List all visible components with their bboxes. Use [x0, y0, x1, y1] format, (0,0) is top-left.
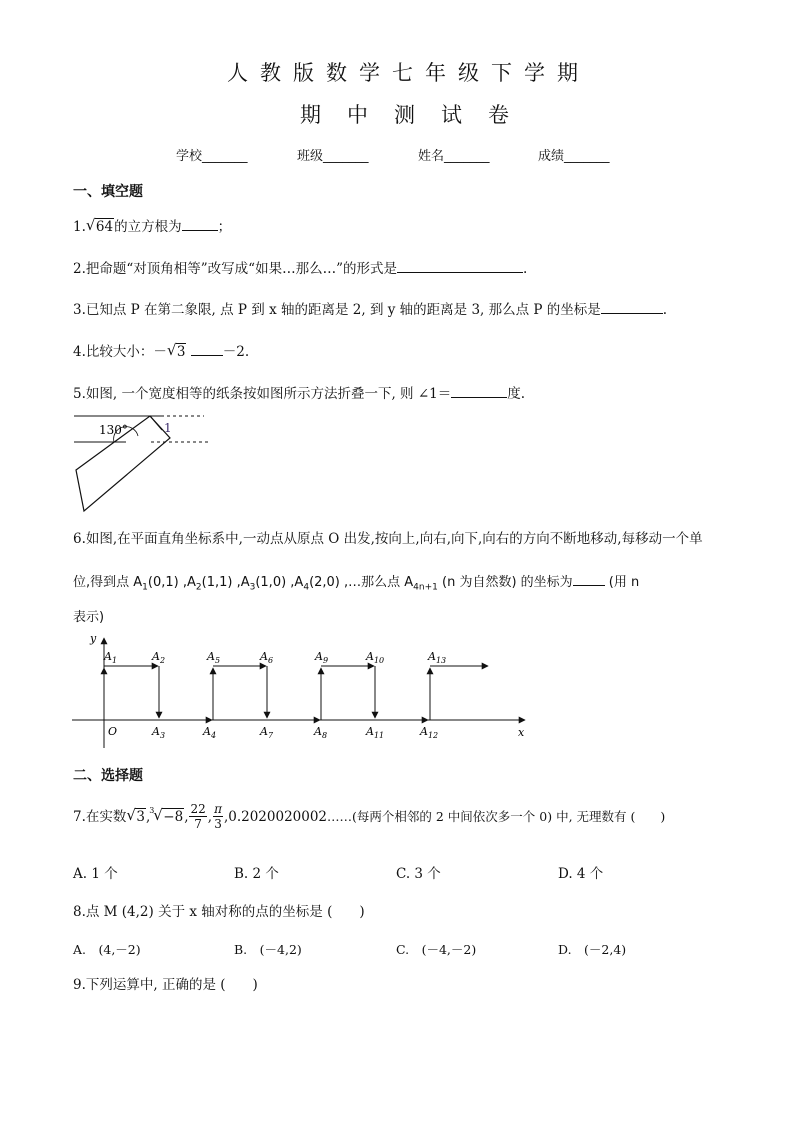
q7-option-b[interactable]: B. 2 个 — [234, 866, 279, 882]
question-2: 2.把命题“对顶角相等”改写成“如果…那么…”的形式是 . — [73, 258, 527, 279]
point-label-top-4: $A_9$ — [315, 650, 329, 665]
q8-option-d[interactable]: D. (－2,4) — [558, 942, 627, 957]
section-title-fill-blank: 一、填空题 — [73, 184, 143, 200]
question-8: 8.点 M (4,2) 关于 x 轴对称的点的坐标是 ( ) — [73, 904, 365, 920]
q5-angle-label: 130° — [99, 423, 128, 437]
section-title-choice: 二、选择题 — [73, 768, 143, 784]
question-6-line2: 位,得到点 $A_1(0,1)$ $,A_2(1,1)$ $,A_3(1,0)$ $,A_4(2,0)$ ,…那么点 $A_{4n+1}$ (n 为自然数) 的坐标为 (用 n — [73, 571, 639, 598]
q2-text: 2.把命题“对顶角相等”改写成“如果…那么…”的形式是 — [73, 261, 397, 277]
class-field: 班级_______ — [297, 149, 369, 164]
question-6-line1: 6.如图,在平面直角坐标系中,一动点从原点 O 出发,按向上,向右,向下,向右的方向不断地移动,每移动一个单 — [73, 531, 703, 547]
q6-blank — [573, 571, 605, 586]
q6-coordinate-figure — [70, 632, 530, 752]
q4-blank — [191, 341, 223, 356]
q5-angle1-label: 1 — [164, 421, 172, 435]
q5-blank — [451, 383, 507, 398]
school-field: 学校_______ — [176, 149, 248, 164]
point-label-bottom-0: $A_3$ — [152, 725, 166, 740]
q8-option-a[interactable]: A. (4,－2) — [73, 942, 141, 957]
q7-option-a[interactable]: A. 1 个 — [73, 866, 118, 882]
point-label-top-6: $A_{13}$ — [428, 650, 447, 665]
question-3: 3.已知点 P 在第二象限, 点 P 到 x 轴的距离是 2, 到 y 轴的距离是 3, 那么点 P 的坐标是 . — [73, 299, 667, 320]
question-6-line3: 表示) — [73, 610, 105, 625]
q2-blank — [397, 258, 523, 273]
q3-text: 3.已知点 P 在第二象限, 点 P 到 x 轴的距离是 2, 到 y 轴的距离是 3, 那么点 P 的坐标是 — [73, 302, 601, 318]
q7-fraction-22-7: $\frac{22}{7}$ — [190, 802, 206, 831]
y-axis-label: y — [90, 632, 97, 645]
origin-label: O — [108, 725, 118, 738]
q1-number: 1. — [73, 219, 86, 235]
question-4 — [73, 341, 249, 362]
point-label-top-2: $A_5$ — [207, 650, 221, 665]
q7-option-c[interactable]: C. 3 个 — [396, 866, 441, 882]
q7-fraction-pi-3: $\frac{\pi}{3}$ — [214, 802, 222, 831]
score-field: 成绩_______ — [538, 149, 610, 164]
q5-text: 5.如图, 一个宽度相等的纸条按如图所示方法折叠一下, 则 ∠1＝ — [73, 386, 452, 402]
question-1: 1.√ 64的立方根为 ； — [73, 216, 231, 237]
point-label-bottom-4: $A_{11}$ — [366, 725, 385, 740]
point-label-bottom-2: $A_7$ — [260, 725, 274, 740]
point-label-bottom-3: $A_8$ — [314, 725, 328, 740]
question-9: 9.下列运算中, 正确的是 ( ) — [73, 977, 258, 993]
q1-blank — [182, 216, 218, 231]
q7-option-d[interactable]: D. 4 个 — [558, 866, 604, 882]
x-axis-label: x — [518, 726, 525, 739]
point-label-top-5: $A_{10}$ — [366, 650, 385, 665]
name-field: 姓名_______ — [418, 149, 490, 164]
q4-radical: √ 3 — [167, 342, 187, 362]
point-label-bottom-5: $A_{12}$ — [420, 725, 439, 740]
q1-radical: √ 64 — [86, 217, 114, 237]
q4-prefix: 4.比较大小：－ — [73, 344, 167, 360]
q8-option-b[interactable]: B. (－4,2) — [234, 942, 302, 957]
point-label-top-0: $A_1$ — [104, 650, 118, 665]
q5-folded-strip-figure — [66, 408, 216, 516]
question-5: 5.如图, 一个宽度相等的纸条按如图所示方法折叠一下, 则 ∠1＝ 度. — [73, 383, 525, 404]
point-label-top-3: $A_6$ — [260, 650, 274, 665]
point-label-top-1: $A_2$ — [152, 650, 166, 665]
q4-suffix: －2. — [222, 344, 250, 360]
q7-sqrt3: √ 3 — [126, 807, 146, 827]
question-7: 7.在实数 √ 3 , √ 3 −8 , $\frac{22}{7}$ , $\frac{\pi}{3}$ ,0.2020020002 ……(每两个相邻的 2 中间依次多一个 0) 中, 无理数有 ( ) — [73, 802, 665, 831]
point-label-bottom-1: $A_4$ — [203, 725, 217, 740]
exam-subtitle: 期中测试卷 — [300, 103, 535, 127]
q7-cuberoot: √ 3 −8 — [153, 807, 184, 827]
q8-option-c[interactable]: C. (－4,－2) — [396, 942, 477, 957]
q1-text: 的立方根为 — [114, 219, 182, 235]
q3-blank — [601, 299, 663, 314]
exam-title: 人教版数学七年级下学期 — [227, 61, 590, 85]
